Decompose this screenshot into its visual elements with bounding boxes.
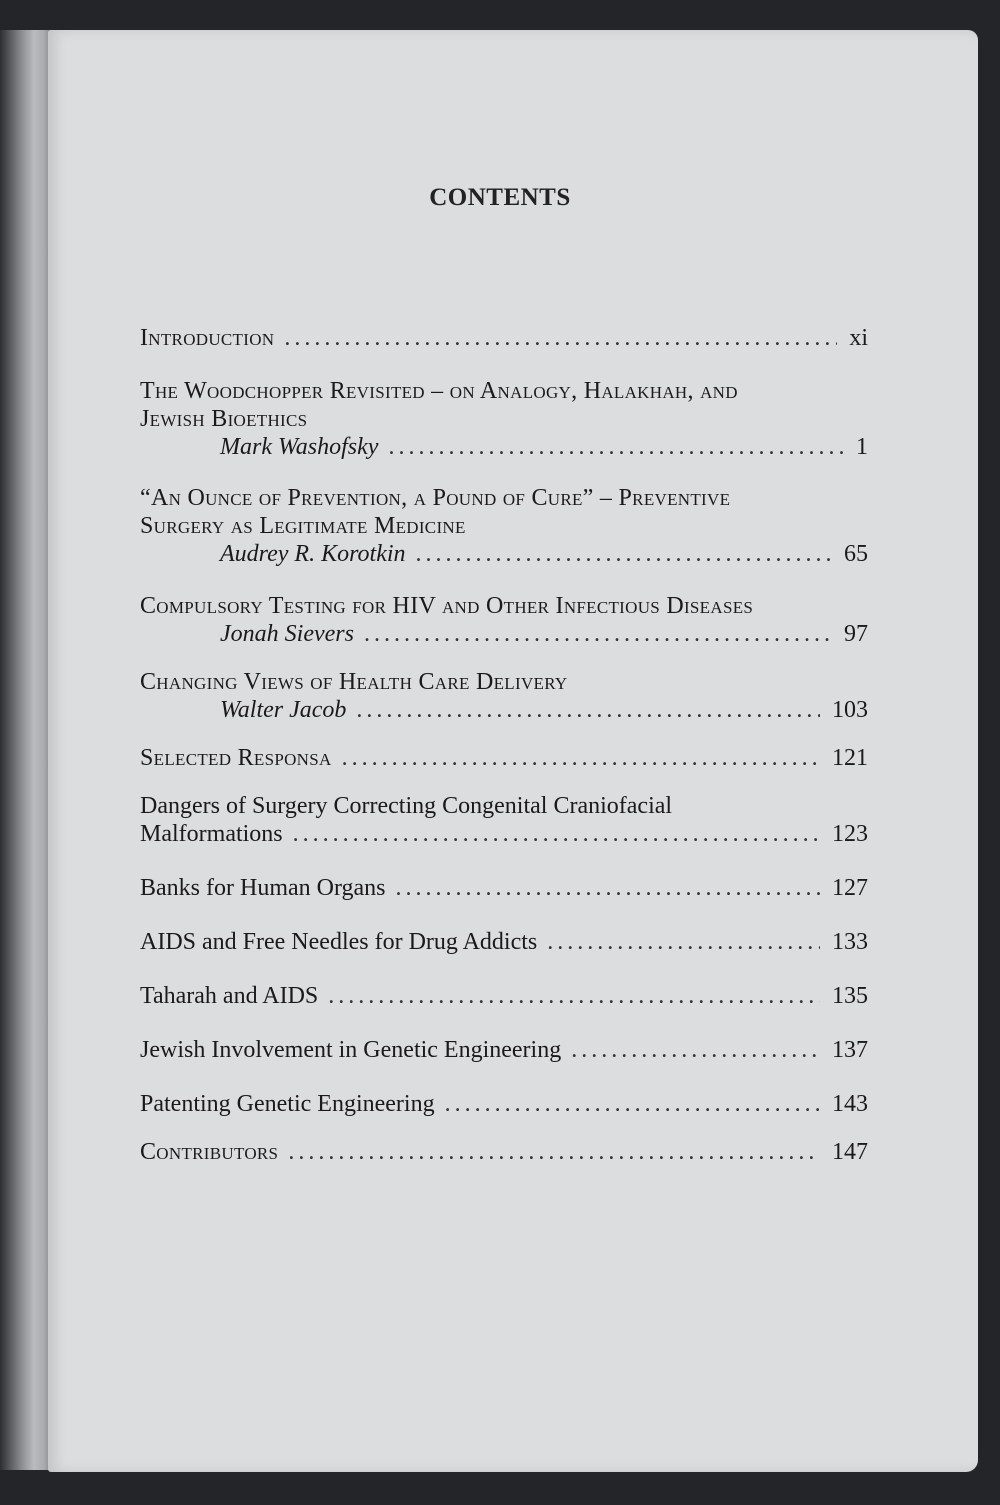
page-number: 65: [844, 541, 868, 567]
dot-leader: [288, 1138, 820, 1166]
entry-title: Banks for Human Organs: [140, 875, 386, 901]
contents-heading: CONTENTS: [429, 184, 571, 211]
toc-entry-taharah-and-aids[interactable]: [140, 982, 868, 1010]
entry-title: Jewish Involvement in Genetic Engineering: [140, 1037, 562, 1063]
page-number: 143: [832, 1091, 868, 1117]
dot-leader: [388, 433, 844, 461]
toc-entry-dangers-of-surgery[interactable]: [140, 792, 868, 848]
entry-title-line-1: The Woodchopper Revisited – on Analogy, Halakhah, and: [140, 378, 738, 404]
entry-author: Audrey R. Korotkin: [220, 541, 406, 567]
toc-entry-patenting-genetic-engineering[interactable]: [140, 1090, 868, 1118]
entry-title: Contributors: [140, 1139, 279, 1165]
entry-title: Patenting Genetic Engineering: [140, 1091, 435, 1117]
dot-leader: [396, 874, 820, 902]
page-number: 147: [832, 1139, 868, 1165]
entry-title-line-1: Dangers of Surgery Correcting Congenital Craniofacial: [140, 793, 673, 819]
page-number: 121: [832, 745, 868, 771]
toc-entry-jewish-involvement[interactable]: [140, 1036, 868, 1064]
page-number: 103: [832, 697, 868, 723]
page-number: 133: [832, 929, 868, 955]
toc-entry-ounce-of-prevention[interactable]: [140, 484, 868, 568]
dot-leader: [445, 1090, 820, 1118]
dot-leader: [356, 696, 820, 724]
page-number: 1: [856, 434, 868, 460]
entry-author: Walter Jacob: [220, 697, 347, 723]
dot-leader: [342, 744, 820, 772]
dot-leader: [416, 540, 832, 568]
toc-entry-contributors[interactable]: [140, 1138, 868, 1166]
entry-title: Taharah and AIDS: [140, 983, 319, 1009]
entry-title-line-2: Jewish Bioethics: [140, 406, 308, 432]
entry-title: Introduction: [140, 325, 275, 351]
page-number: 97: [844, 621, 868, 647]
toc-entry-aids-free-needles[interactable]: [140, 928, 868, 956]
dot-leader: [571, 1036, 820, 1064]
page-number: 135: [832, 983, 868, 1009]
toc-entry-woodchopper[interactable]: [140, 377, 868, 461]
dot-leader: [293, 820, 820, 848]
entry-title-line-2: Surgery as Legitimate Medicine: [140, 513, 466, 539]
page-number: 127: [832, 875, 868, 901]
entry-title-line-1: Changing Views of Health Care Delivery: [140, 669, 568, 695]
toc-entry-introduction[interactable]: [140, 324, 868, 352]
entry-title: AIDS and Free Needles for Drug Addicts: [140, 929, 538, 955]
toc-entry-compulsory-testing[interactable]: [140, 592, 868, 648]
page-number: 123: [832, 821, 868, 847]
toc-entry-changing-views[interactable]: [140, 668, 868, 724]
book-spine-edge: [0, 30, 52, 1470]
dot-leader: [328, 982, 820, 1010]
toc-entry-banks-for-human-organs[interactable]: [140, 874, 868, 902]
dot-leader: [284, 324, 837, 352]
entry-title-line-2: Malformations: [140, 821, 283, 847]
toc-entry-selected-responsa[interactable]: [140, 744, 868, 772]
entry-author: Jonah Sievers: [220, 621, 354, 647]
entry-author: Mark Washofsky: [220, 434, 379, 460]
entry-title-line-1: “An Ounce of Prevention, a Pound of Cure” – Preventive: [140, 485, 731, 511]
entry-title: Selected Responsa: [140, 745, 332, 771]
page-number: xi: [849, 325, 868, 351]
entry-title-line-1: Compulsory Testing for HIV and Other Infectious Diseases: [140, 593, 754, 619]
dot-leader: [364, 620, 832, 648]
page-number: 137: [832, 1037, 868, 1063]
dot-leader: [547, 928, 820, 956]
